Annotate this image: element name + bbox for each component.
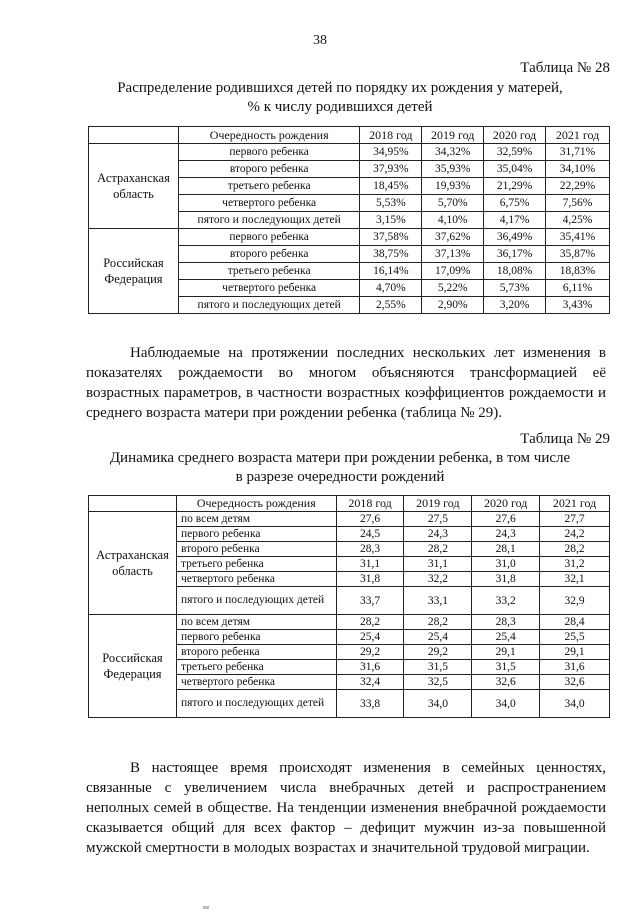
value-cell: 31,2: [540, 557, 610, 572]
table-28-header-cell: 2020 год: [484, 127, 546, 144]
table-28-header-cell: Очередность рождения: [178, 127, 359, 144]
value-cell: 35,87%: [546, 246, 610, 263]
row-label-cell: по всем детям: [176, 512, 336, 527]
row-label-cell: четвертого ребенка: [176, 675, 336, 690]
value-cell: 27,7: [540, 512, 610, 527]
region-cell: Российская Федерация: [89, 615, 177, 718]
row-label-cell: первого ребенка: [178, 144, 359, 161]
table-29-title-line-1: Динамика среднего возраста матери при рождении ребенка, в том числе: [109, 450, 571, 466]
value-cell: 4,10%: [422, 212, 484, 229]
value-cell: 18,45%: [360, 178, 422, 195]
row-label-cell: пятого и последующих детей: [178, 297, 359, 314]
value-cell: 31,6: [540, 660, 610, 675]
value-cell: 34,10%: [546, 161, 610, 178]
value-cell: 36,49%: [484, 229, 546, 246]
value-cell: 29,1: [540, 645, 610, 660]
value-cell: 38,75%: [360, 246, 422, 263]
value-cell: 17,09%: [422, 263, 484, 280]
value-cell: 32,1: [540, 572, 610, 587]
value-cell: 28,3: [472, 615, 540, 630]
value-cell: 24,3: [404, 527, 472, 542]
row-label-cell: второго ребенка: [178, 161, 359, 178]
value-cell: 4,25%: [546, 212, 610, 229]
table-29-title: [60, 449, 620, 487]
value-cell: 5,53%: [360, 195, 422, 212]
table-29-header-cell: 2021 год: [540, 496, 610, 512]
page-number: 38: [313, 33, 327, 48]
table-28: [88, 126, 610, 314]
value-cell: 34,0: [472, 690, 540, 718]
value-cell: 16,14%: [360, 263, 422, 280]
row-label-cell: третьего ребенка: [178, 178, 359, 195]
value-cell: 33,7: [336, 587, 404, 615]
value-cell: 37,13%: [422, 246, 484, 263]
value-cell: 6,75%: [484, 195, 546, 212]
table-29-header-cell: 2019 год: [404, 496, 472, 512]
table-28-label: Таблица № 28: [520, 60, 610, 76]
value-cell: 28,3: [336, 542, 404, 557]
table-28-header-cell: 2019 год: [422, 127, 484, 144]
row-label-cell: четвертого ребенка: [176, 572, 336, 587]
value-cell: 3,43%: [546, 297, 610, 314]
row-label-cell: по всем детям: [176, 615, 336, 630]
value-cell: 28,2: [404, 542, 472, 557]
value-cell: 18,08%: [484, 263, 546, 280]
value-cell: 32,9: [540, 587, 610, 615]
region-cell: Астраханская область: [89, 144, 179, 229]
value-cell: 18,83%: [546, 263, 610, 280]
value-cell: 27,6: [336, 512, 404, 527]
value-cell: 31,8: [472, 572, 540, 587]
row-label-cell: второго ребенка: [176, 645, 336, 660]
row-label-cell: первого ребенка: [178, 229, 359, 246]
paragraph-1: Наблюдаемые на протяжении последних нескольких лет изменения в показателях рождаемости во многом объясняются трансформацией её возрастных параметров, в частности возрастных коэффициентов рождаемости и среднего возраста матери при рождении ребенка (таблица № 29).: [86, 345, 606, 421]
value-cell: 28,2: [540, 542, 610, 557]
row-label-cell: четвертого ребенка: [178, 195, 359, 212]
value-cell: 32,6: [472, 675, 540, 690]
value-cell: 24,5: [336, 527, 404, 542]
value-cell: 33,2: [472, 587, 540, 615]
value-cell: 34,0: [540, 690, 610, 718]
table-28-header-cell: 2018 год: [360, 127, 422, 144]
value-cell: 35,04%: [484, 161, 546, 178]
value-cell: 31,0: [472, 557, 540, 572]
value-cell: 36,17%: [484, 246, 546, 263]
table-28-body: [89, 144, 610, 314]
value-cell: 33,1: [404, 587, 472, 615]
value-cell: 34,95%: [360, 144, 422, 161]
table-29-title-line-2: в разрезе очередности рождений: [235, 469, 445, 485]
value-cell: 28,2: [404, 615, 472, 630]
value-cell: 5,22%: [422, 280, 484, 297]
value-cell: 29,1: [472, 645, 540, 660]
value-cell: 4,70%: [360, 280, 422, 297]
value-cell: 32,6: [540, 675, 610, 690]
table-29-label: Таблица № 29: [520, 431, 610, 447]
row-label-cell: пятого и последующих детей: [176, 690, 336, 718]
value-cell: 32,4: [336, 675, 404, 690]
table-28-header-row: [89, 127, 610, 144]
value-cell: 25,4: [472, 630, 540, 645]
value-cell: 25,5: [540, 630, 610, 645]
row-label-cell: пятого и последующих детей: [178, 212, 359, 229]
value-cell: 7,56%: [546, 195, 610, 212]
value-cell: 31,8: [336, 572, 404, 587]
value-cell: 25,4: [404, 630, 472, 645]
value-cell: 29,2: [336, 645, 404, 660]
value-cell: 19,93%: [422, 178, 484, 195]
value-cell: 28,2: [336, 615, 404, 630]
value-cell: 33,8: [336, 690, 404, 718]
value-cell: 37,58%: [360, 229, 422, 246]
row-label-cell: четвертого ребенка: [178, 280, 359, 297]
row-label-cell: первого ребенка: [176, 527, 336, 542]
value-cell: 34,0: [404, 690, 472, 718]
value-cell: 24,2: [540, 527, 610, 542]
value-cell: 37,93%: [360, 161, 422, 178]
row-label-cell: второго ребенка: [176, 542, 336, 557]
table-29-header-row: [89, 496, 610, 512]
table-row: [89, 615, 610, 630]
table-29-header-corner: [89, 496, 177, 512]
table-28-header-cell: 2021 год: [546, 127, 610, 144]
value-cell: 22,29%: [546, 178, 610, 195]
row-label-cell: третьего ребенка: [176, 557, 336, 572]
value-cell: 5,73%: [484, 280, 546, 297]
value-cell: 2,90%: [422, 297, 484, 314]
value-cell: 31,71%: [546, 144, 610, 161]
table-28-title: [60, 79, 620, 117]
value-cell: 35,41%: [546, 229, 610, 246]
value-cell: 2,55%: [360, 297, 422, 314]
value-cell: 31,1: [336, 557, 404, 572]
table-29-header-cell: 2020 год: [472, 496, 540, 512]
value-cell: 31,6: [336, 660, 404, 675]
table-row: [89, 229, 610, 246]
value-cell: 35,93%: [422, 161, 484, 178]
region-cell: Астраханская область: [89, 512, 177, 615]
value-cell: 31,5: [472, 660, 540, 675]
value-cell: 31,5: [404, 660, 472, 675]
value-cell: 32,59%: [484, 144, 546, 161]
value-cell: 34,32%: [422, 144, 484, 161]
value-cell: 3,15%: [360, 212, 422, 229]
table-29: [88, 495, 610, 718]
table-row: [89, 144, 610, 161]
table-row: [89, 512, 610, 527]
value-cell: 24,3: [472, 527, 540, 542]
table-29-body: [89, 512, 610, 718]
table-29-header-cell: 2018 год: [336, 496, 404, 512]
value-cell: 29,2: [404, 645, 472, 660]
value-cell: 28,1: [472, 542, 540, 557]
row-label-cell: третьего ребенка: [176, 660, 336, 675]
value-cell: 3,20%: [484, 297, 546, 314]
row-label-cell: первого ребенка: [176, 630, 336, 645]
row-label-cell: второго ребенка: [178, 246, 359, 263]
value-cell: 37,62%: [422, 229, 484, 246]
value-cell: 31,1: [404, 557, 472, 572]
row-label-cell: пятого и последующих детей: [176, 587, 336, 615]
value-cell: 21,29%: [484, 178, 546, 195]
table-28-title-line-2: % к числу родившихся детей: [247, 99, 433, 115]
value-cell: 28,4: [540, 615, 610, 630]
value-cell: 32,2: [404, 572, 472, 587]
value-cell: 27,5: [404, 512, 472, 527]
value-cell: 4,17%: [484, 212, 546, 229]
row-label-cell: третьего ребенка: [178, 263, 359, 280]
scan-mark: [203, 906, 209, 909]
value-cell: 32,5: [404, 675, 472, 690]
value-cell: 25,4: [336, 630, 404, 645]
paragraph-2: В настоящее время происходят изменения в семейных ценностях, связанные с увеличением числа внебрачных детей и распространением неполных семей в обществе. На тенденции изменения внебрачной рождаемости сказывается общий для всех фактор – дефицит мужчин из-за повышенной мужской смертности в молодых возрастах и значительной трудовой миграции.: [86, 760, 606, 856]
table-28-header-corner: [89, 127, 179, 144]
table-28-title-line-1: Распределение родившихся детей по порядку их рождения у матерей,: [117, 80, 563, 96]
value-cell: 27,6: [472, 512, 540, 527]
value-cell: 5,70%: [422, 195, 484, 212]
table-29-header-cell: Очередность рождения: [176, 496, 336, 512]
value-cell: 6,11%: [546, 280, 610, 297]
region-cell: Российская Федерация: [89, 229, 179, 314]
